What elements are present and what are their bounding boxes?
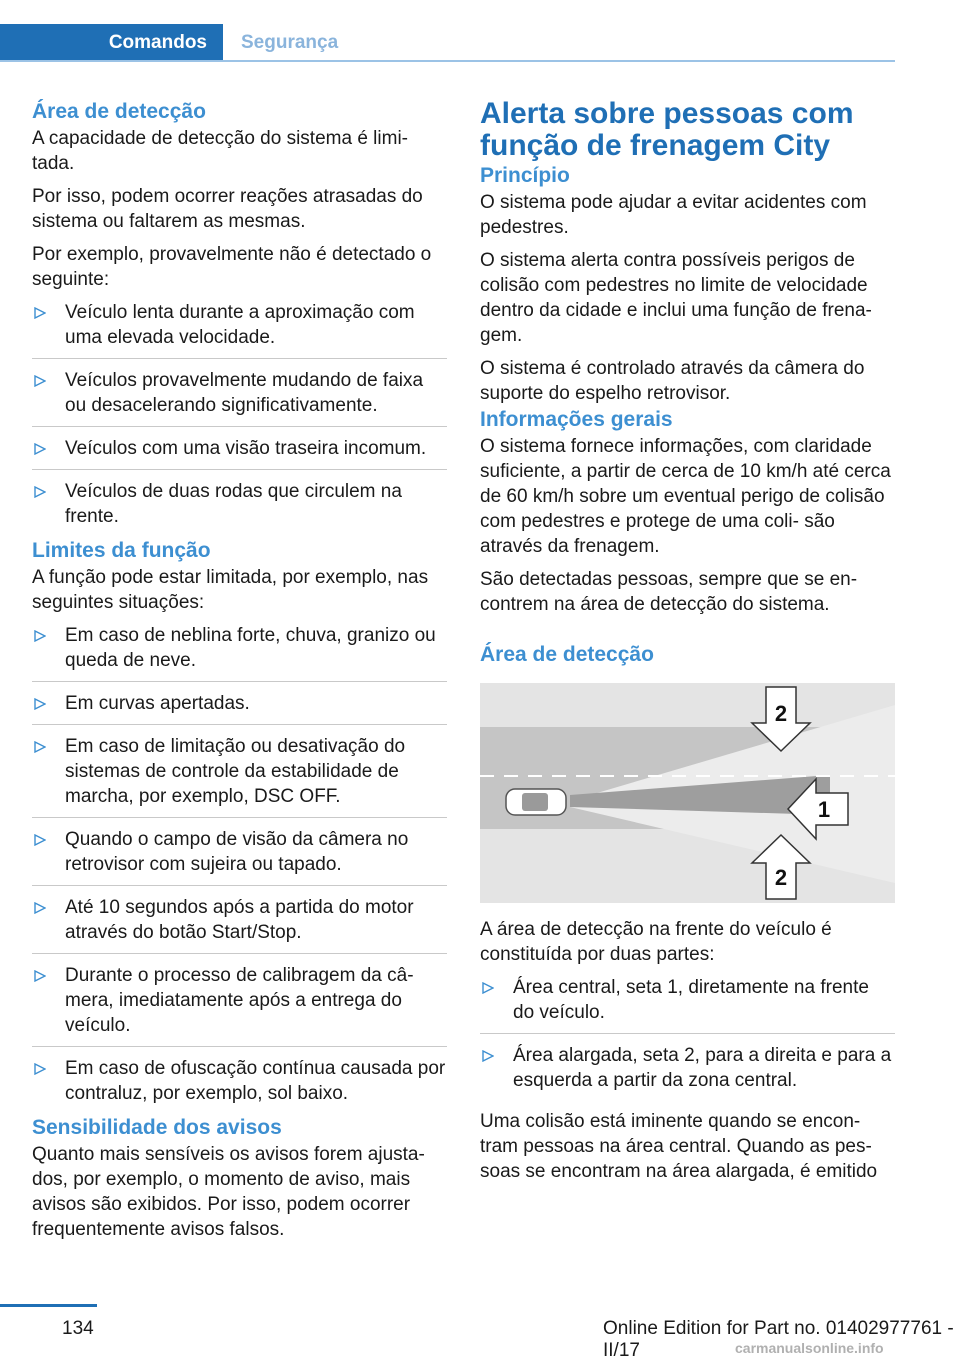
heading-limites-funcao: Limites da função <box>32 539 211 562</box>
list-item <box>480 1043 895 1101</box>
paragraph: O sistema fornece informações, com claridade suficiente, a partir de cerca de 10 km/h até cerca de 60 km/h sobre um eventual perigo de colisão com pedestres e protege de uma coli‐ são através da frenagem. <box>480 436 891 557</box>
list-item-text: Área alargada, seta 2, para a direita e para a esquerda a partir da zona central. <box>513 1045 892 1091</box>
page-number: 134 <box>62 1318 94 1339</box>
list-item <box>32 691 447 725</box>
list-item-text: Quando o campo de visão da câmera no retrovisor com sujeira ou tapado. <box>65 829 409 875</box>
list-item-text: Veículos de duas rodas que circulem na frente. <box>65 481 402 527</box>
heading-informacoes-gerais: Informações gerais <box>480 408 673 431</box>
bullet-triangle-icon <box>34 1063 46 1075</box>
bullet-triangle-icon <box>34 698 46 710</box>
bullet-triangle-icon <box>34 741 46 753</box>
list-item <box>32 895 447 954</box>
list-item <box>32 479 447 537</box>
heading-principio: Princípio <box>480 164 570 187</box>
bullet-list <box>480 975 895 1101</box>
paragraph: São detectadas pessoas, sempre que se en‐ contrem na área de detecção do sistema. <box>480 569 858 615</box>
bullet-triangle-icon <box>34 375 46 387</box>
left-column <box>32 98 447 1242</box>
header-divider <box>0 60 895 62</box>
paragraph: Por exemplo, provavelmente não é detectado o seguinte: <box>32 244 432 290</box>
paragraph: A função pode estar limitada, por exemplo, nas seguintes situações: <box>32 567 429 613</box>
header-tabs <box>0 0 895 62</box>
page-title: Alerta sobre pessoas com função de frenagem City <box>480 97 854 162</box>
paragraph: O sistema pode ajudar a evitar acidentes com pedestres. <box>480 192 867 238</box>
list-item <box>32 734 447 818</box>
paragraph: A capacidade de detecção do sistema é limi‐ tada. <box>32 128 408 174</box>
list-item-text: Em caso de neblina forte, chuva, granizo ou queda de neve. <box>65 625 436 671</box>
list-item-text: Durante o processo de calibragem da câ‐ mera, imediatamente após a entrega do veículo. <box>65 965 414 1036</box>
list-item <box>32 436 447 470</box>
bullet-triangle-icon <box>34 443 46 455</box>
list-item <box>32 623 447 682</box>
arrow-label-middle: 1 <box>817 797 831 822</box>
right-column <box>480 98 895 1184</box>
list-item-text: Veículo lenta durante a aproximação com uma elevada velocidade. <box>65 302 415 348</box>
bullet-triangle-icon <box>34 834 46 846</box>
car-icon <box>506 789 566 815</box>
tab-seguranca[interactable]: Segurança <box>241 31 339 53</box>
list-item-text: Em caso de limitação ou desativação do sistemas de controle da estabilidade de marcha, por exemplo, DSC OFF. <box>65 736 406 807</box>
arrow-label-bottom: 2 <box>774 865 788 890</box>
heading-area-deteccao: Área de detecção <box>32 100 206 123</box>
list-item-text: Em curvas apertadas. <box>65 693 250 714</box>
bullet-triangle-icon <box>482 982 494 994</box>
bullet-triangle-icon <box>34 486 46 498</box>
bullet-list <box>32 300 447 537</box>
paragraph: O sistema alerta contra possíveis perigos de colisão com pedestres no limite de velocidade dentro da cidade e inclui uma função de frena‐ gem. <box>480 250 872 346</box>
paragraph: Uma colisão está iminente quando se encon‐ tram pessoas na área central. Quando as pes‐ soas se encontram na área alargada, é emitido <box>480 1111 878 1182</box>
arrow-label-top: 2 <box>774 701 788 726</box>
heading-sensibilidade-avisos: Sensibilidade dos avisos <box>32 1116 282 1139</box>
bullet-list <box>32 623 447 1114</box>
list-item-text: Em caso de ofuscação contínua causada por contraluz, por exemplo, sol baixo. <box>65 1058 446 1104</box>
bullet-triangle-icon <box>482 1050 494 1062</box>
list-item-text: Veículos provavelmente mudando de faixa ou desacelerando significativamente. <box>65 370 424 416</box>
watermark: carmanualsonline.info <box>735 1340 884 1356</box>
list-item <box>32 827 447 886</box>
detection-area-figure <box>480 683 895 903</box>
list-item-text: Até 10 segundos após a partida do motor através do botão Start/Stop. <box>65 897 414 943</box>
list-item <box>480 975 895 1034</box>
list-item <box>32 300 447 359</box>
footer-rule <box>0 1304 97 1307</box>
bullet-triangle-icon <box>34 970 46 982</box>
edition-note: Online Edition for Part no. 01402977761 - II/17 <box>603 1318 954 1361</box>
list-item <box>32 1056 447 1114</box>
list-item <box>32 963 447 1047</box>
paragraph: Por isso, podem ocorrer reações atrasadas do sistema ou faltarem as mesmas. <box>32 186 423 232</box>
list-item-text: Veículos com uma visão traseira incomum. <box>65 438 427 459</box>
tab-comandos[interactable]: Comandos <box>0 24 223 61</box>
bullet-triangle-icon <box>34 307 46 319</box>
heading-area-deteccao-2: Área de detecção <box>480 643 654 666</box>
detection-diagram <box>480 683 895 903</box>
bullet-triangle-icon <box>34 902 46 914</box>
paragraph: O sistema é controlado através da câmera do suporte do espelho retrovisor. <box>480 358 865 404</box>
paragraph: A área de detecção na frente do veículo é constituída por duas partes: <box>480 919 832 965</box>
list-item-text: Área central, seta 1, diretamente na frente do veículo. <box>513 977 869 1023</box>
paragraph: Quanto mais sensíveis os avisos forem ajusta‐ dos, por exemplo, o momento de aviso, mais avisos são exibidos. Por isso, podem ocorrer frequentemente avisos falsos. <box>32 1144 425 1240</box>
list-item <box>32 368 447 427</box>
bullet-triangle-icon <box>34 630 46 642</box>
